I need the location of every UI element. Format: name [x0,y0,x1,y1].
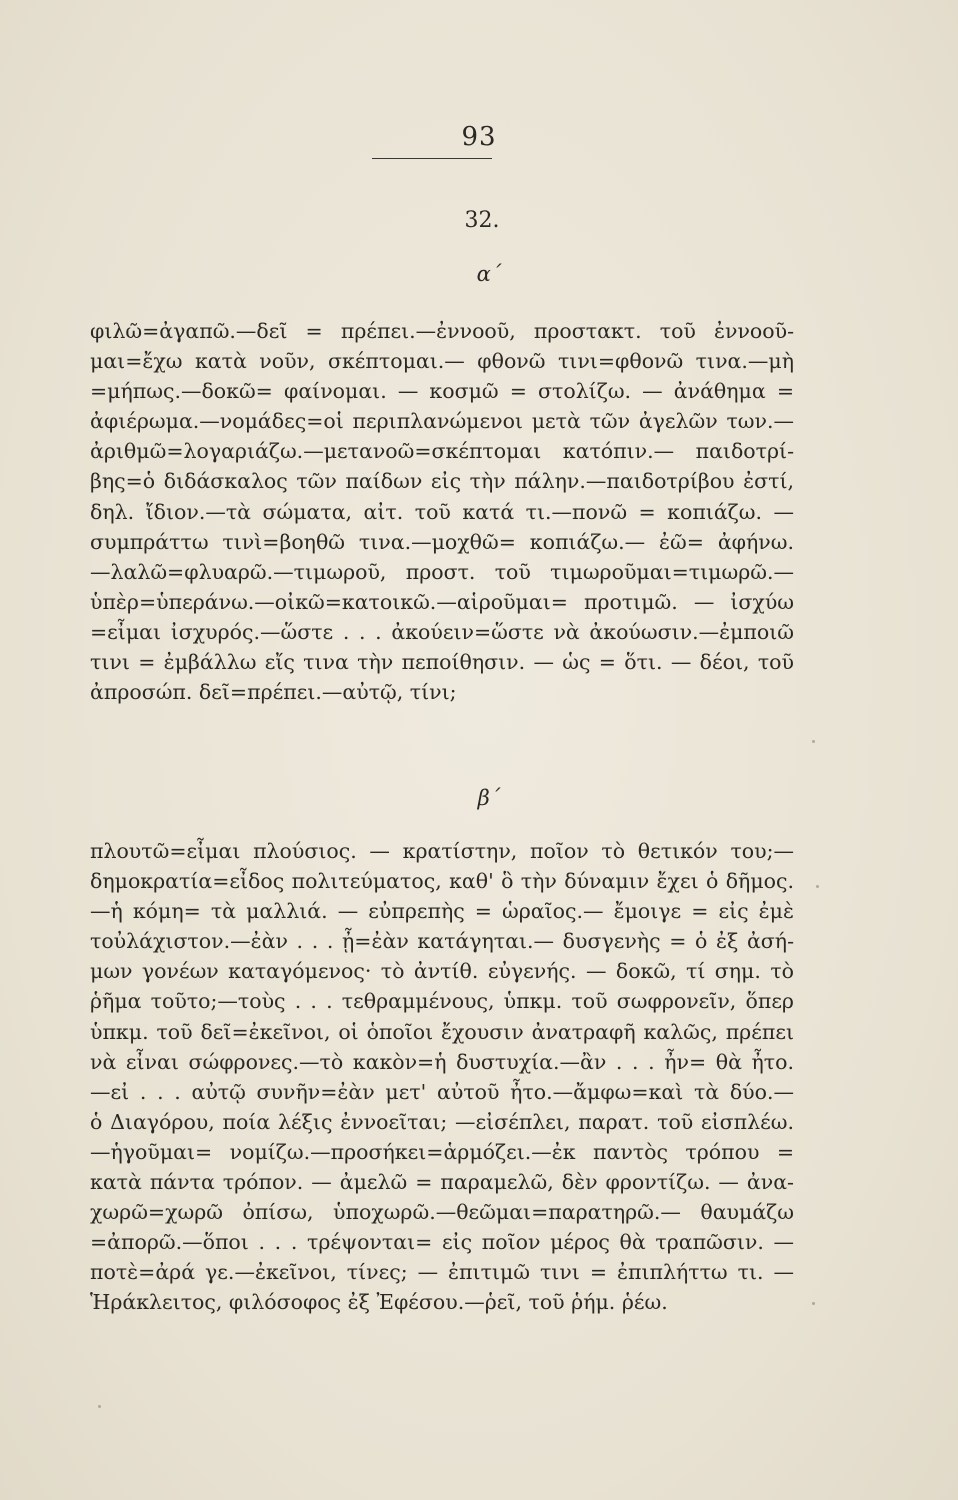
text-line: =ἀπορῶ.—ὅποι . . . τρέψονται= εἰς ποῖον μέρος θὰ τραπῶσιν. — [90,1230,794,1255]
text-line: Ἡράκλειτος, φιλόσοφος ἐξ Ἐφέσου.—ῥεῖ, τοῦ ῥήμ. ῥέω. [90,1290,668,1315]
text-line: ὑπὲρ=ὑπεράνω.—οἰκῶ=κατοικῶ.—αἱροῦμαι= προτιμῶ. — ἰσχύω [90,589,794,614]
section-number: 32. [464,208,500,233]
text-line: μαι=ἔχω κατὰ νοῦν, σκέπτομαι.— φθονῶ τινι=φθονῶ τινα.—μὴ [90,349,794,374]
page-number: 93 [461,122,497,152]
text-line: δημοκρατία=εἶδος πολιτεύματος, καθ' ὃ τὴν δύναμιν ἔχει ὁ δῆμος. [90,869,794,894]
text-line: τινι = ἐμβάλλω εἴς τινα τὴν πεποίθησιν. — ὡς = ὅτι. — δέοι, τοῦ [90,650,794,675]
part-a-label: α΄ [476,262,502,286]
text-line: ὁ Διαγόρου, ποία λέξις ἐννοεῖται; —εἰσέπλει, παρατ. τοῦ εἰσπλέω. [90,1109,794,1134]
text-line: ἀφιέρωμα.—νομάδες=οἱ περιπλανώμενοι μετὰ τῶν ἀγελῶν των.— [90,409,794,434]
text-line: συμπράττω τινὶ=βοηθῶ τινα.—μοχθῶ= κοπιάζω.— ἐῶ= ἀφήνω. [90,529,794,554]
text-line: νὰ εἶναι σώφρονες.—τὸ κακὸν=ἡ δυστυχία.—ἂν . . . ἦν= θὰ ἦτο. [90,1049,794,1074]
text-line: =εἶμαι ἰσχυρός.—ὥστε . . . ἀκούειν=ὥστε νὰ ἀκούωσιν.—ἐμποιῶ [90,619,794,644]
part-b-text [90,836,794,1318]
text-line: ἀπροσώπ. δεῖ=πρέπει.—αὐτῷ, τίνι; [90,680,457,705]
text-line: —ἡγοῦμαι= νομίζω.—προσήκει=ἁρμόζει.—ἐκ παντὸς τρόπου = [90,1139,794,1164]
paper-speck [812,1302,815,1305]
text-line: βης=ὁ διδάσκαλος τῶν παίδων εἰς τὴν πάλην.—παιδοτρίβου ἐστί, [90,469,794,494]
paper-speck [812,740,815,743]
text-line: ποτὲ=ἀρά γε.—ἐκεῖνοι, τίνες; — ἐπιτιμῶ τινι = ἐπιπλήττω τι. — [90,1260,794,1285]
text-line: τοὐλάχιστον.—ἐὰν . . . ᾖ=ἐὰν κατάγηται.— δυσγενὴς = ὁ ἐξ ἀσή- [90,929,794,954]
text-line: —εἰ . . . αὐτῷ συνῆν=ἐὰν μετ' αὐτοῦ ἦτο.—ἄμφω=καὶ τὰ δύο.— [90,1079,794,1104]
text-line: —ἡ κόμη= τὰ μαλλιά. — εὐπρεπὴς = ὡραῖος.— ἔμοιγε = εἰς ἐμὲ [90,899,794,924]
text-line: =μήπως.—δοκῶ= φαίνομαι. — κοσμῶ = στολίζω. — ἀνάθημα = [90,379,794,404]
page-number-rule [372,158,492,159]
paper-speck [816,885,819,888]
text-line: πλουτῶ=εἶμαι πλούσιος. — κρατίστην, ποῖον τὸ θετικόν του;— [90,839,794,863]
text-line: χωρῶ=χωρῶ ὀπίσω, ὑποχωρῶ.—θεῶμαι=παρατηρῶ.— θαυμάζω [90,1200,794,1225]
text-line: φιλῶ=ἀγαπῶ.—δεῖ = πρέπει.—ἐννοοῦ, προστακτ. τοῦ ἐννοοῦ- [90,319,794,343]
text-line: ἀριθμῶ=λογαριάζω.—μετανοῶ=σκέπτομαι κατόπιν.— παιδοτρί- [90,439,794,464]
text-line: μων γονέων καταγόμενος· τὸ ἀντίθ. εὐγενής. — δοκῶ, τί σημ. τὸ [90,959,794,984]
text-line: ὑπκμ. τοῦ δεῖ=ἐκεῖνοι, οἱ ὁποῖοι ἔχουσιν ἀνατραφῆ καλῶς, πρέπει [90,1019,794,1044]
text-line: δηλ. ἴδιον.—τὰ σώματα, αἰτ. τοῦ κατά τι.—πονῶ = κοπιάζω. — [90,499,794,524]
part-a-text [90,316,794,707]
text-line: κατὰ πάντα τρόπον. — ἀμελῶ = παραμελῶ, δὲν φροντίζω. — ἀνα- [90,1170,794,1195]
text-line: —λαλῶ=φλυαρῶ.—τιμωροῦ, προστ. τοῦ τιμωροῦμαι=τιμωρῶ.— [90,559,794,584]
text-line: ῥῆμα τοῦτο;—τοὺς . . . τεθραμμένους, ὑπκμ. τοῦ σωφρονεῖν, ὅπερ [90,989,794,1014]
paper-speck [98,1405,101,1408]
part-b-label: β΄ [477,786,501,810]
